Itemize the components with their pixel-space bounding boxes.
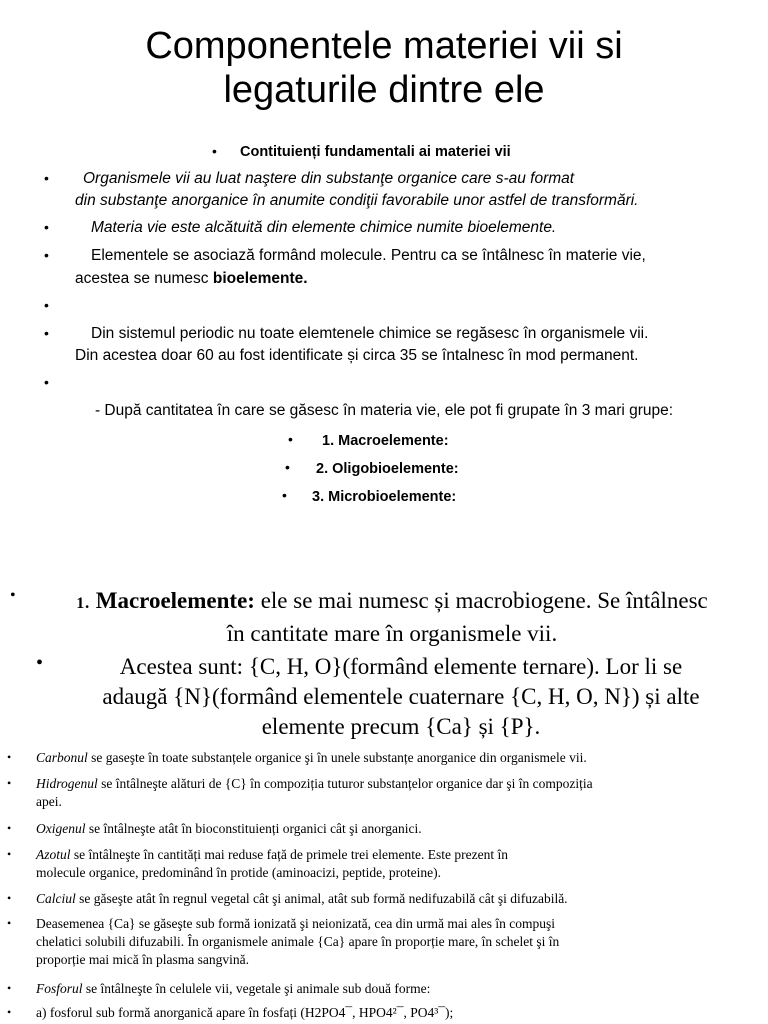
- item-oxigen-name: Oxigenul: [36, 821, 86, 836]
- bullet: •: [44, 325, 49, 341]
- bullet: •: [44, 170, 49, 186]
- bullet: •: [7, 981, 12, 995]
- item-fosfor-name: Fosforul: [36, 981, 83, 996]
- acestea-block: [56, 652, 746, 742]
- bullet: •: [7, 1005, 12, 1019]
- heading-fundamentals: Contituienți fundamentali ai materiei vii: [240, 144, 511, 160]
- bullet: •: [7, 847, 12, 861]
- macro-rest: ele se mai numesc și macrobiogene. Se întâlnesc: [254, 588, 708, 613]
- para-elemente-line-2: [75, 268, 308, 290]
- title-line-2: legaturile dintre ele: [223, 69, 545, 111]
- acestea-line-2: adaugă {N}(formând elementele cuaternare {C, H, O, N}) și alte: [102, 684, 700, 709]
- item-fosfor-a: [36, 1004, 746, 1022]
- item-azot-text: se întâlneşte în cantități mai reduse față de primele trei elemente. Este prezent în: [70, 847, 508, 862]
- bullet: •: [10, 587, 16, 604]
- item-azot-name: Azotul: [36, 847, 71, 862]
- item-fosfor: [36, 980, 746, 998]
- item-calciu-text: se găseşte atât în regnul vegetal cât şi animal, atât sub formă nedifuzabilă cât şi difuzabilă.: [75, 891, 568, 906]
- bullet: •: [7, 776, 12, 790]
- item-calciu: [36, 890, 746, 908]
- bullet: •: [212, 143, 217, 159]
- macro-dot: .: [84, 588, 96, 613]
- item-carbon-name: Carbonul: [36, 750, 88, 765]
- para-organisms-line-2: din substanţe anorganice în anumite condiţii favorabile unor astfel de transformări.: [75, 192, 639, 209]
- para-organisms-line-1: Organismele vii au luat naştere din substanţe organice care s-au format: [83, 170, 575, 187]
- item-hidrogen-text-2: apei.: [36, 794, 62, 809]
- bullet: •: [7, 821, 12, 835]
- bullet: •: [7, 916, 12, 930]
- item-fosfor-a-text: a) fosforul sub formă anorganică apare în fosfați (H2PO4¯, HPO4²¯, PO4³¯);: [36, 1005, 454, 1020]
- item-carbon: [36, 749, 746, 767]
- item-azot: [36, 846, 746, 882]
- page-title: [0, 24, 768, 112]
- bioelemente-bold: bioelemente.: [212, 270, 308, 287]
- bullet: •: [285, 459, 290, 475]
- item-oxigen: [36, 820, 746, 838]
- title-line-1: Componentele materiei vii si: [145, 25, 623, 67]
- slide-bottom: [0, 560, 768, 1024]
- bullet: •: [44, 297, 49, 313]
- para-elemente-line-1: Elementele se asociază formând molecule. Pentru ca se întâlnesc în materie vie,: [91, 247, 646, 264]
- item-deasemenea-text-2: chelatici solubili difuzabili. În organismele animale {Ca} apare în proporție mare, în schelet şi în: [36, 934, 560, 949]
- bullet: •: [36, 652, 44, 674]
- para-materia-vie: Materia vie este alcătuită din elemente chimice numite bioelemente.: [91, 219, 557, 236]
- item-hidrogen-name: Hidrogenul: [36, 776, 98, 791]
- macro-line-2: în cantitate mare în organismele vii.: [226, 621, 558, 646]
- group-2: 2. Oligobioelemente:: [316, 461, 459, 477]
- macro-line-1: [36, 586, 748, 619]
- para-elemente-line-2-text: acestea se numesc: [75, 270, 213, 287]
- bullet: •: [44, 374, 49, 390]
- item-oxigen-text: se întâlneşte atât în bioconstituienți organici cât şi anorganici.: [85, 821, 422, 836]
- bullet: •: [282, 487, 287, 503]
- item-deasemenea-text: Deasemenea {Ca} se găseşte sub formă ionizată şi neionizată, cea din urmă mai ales în compuşi: [36, 916, 556, 931]
- macro-heading: [36, 586, 748, 649]
- bullet: •: [44, 219, 49, 235]
- group-1: 1. Macroelemente:: [322, 433, 449, 449]
- item-deasemenea: [36, 915, 746, 969]
- macro-number: 1: [76, 595, 85, 612]
- item-hidrogen-text: se întâlneşte alături de {C} în compoziția tuturor substanțelor organice dar şi în compoziția: [97, 776, 593, 791]
- item-azot-text-2: molecule organice, predominând în protide (aminoacizi, peptide, proteine).: [36, 865, 441, 880]
- bullet: •: [288, 431, 293, 447]
- item-hidrogen: [36, 775, 746, 811]
- bullet: •: [44, 247, 49, 263]
- bullet: •: [7, 750, 12, 764]
- group-3: 3. Microbioelemente:: [312, 489, 457, 505]
- item-carbon-text: se gaseşte în toate substanțele organice şi în unele substanțe anorganice din organismele vii.: [87, 750, 587, 765]
- item-calciu-name: Calciul: [36, 891, 76, 906]
- para-sistem-line-2: Din acestea doar 60 au fost identificate și circa 35 se întalnesc în mod permanent.: [75, 347, 639, 364]
- para-sistem-line-1: Din sistemul periodic nu toate elemtenele chimice se regăsesc în organismele vii.: [91, 325, 649, 342]
- item-fosfor-text: se întâlneşte în celulele vii, vegetale şi animale sub două forme:: [82, 981, 431, 996]
- item-deasemenea-text-3: proporție mai mică în plasma sangvină.: [36, 952, 249, 967]
- acestea-line-1: Acestea sunt: {C, H, O}(formând elemente ternare). Lor li se: [119, 654, 683, 679]
- acestea-line-3: elemente precum {Ca} și {P}.: [261, 714, 541, 739]
- para-grupe: - După cantitatea în care se găsesc în materia vie, ele pot fi grupate în 3 mari grupe:: [94, 402, 674, 419]
- macro-bold: Macroelemente:: [95, 588, 255, 613]
- bullet: •: [7, 891, 12, 905]
